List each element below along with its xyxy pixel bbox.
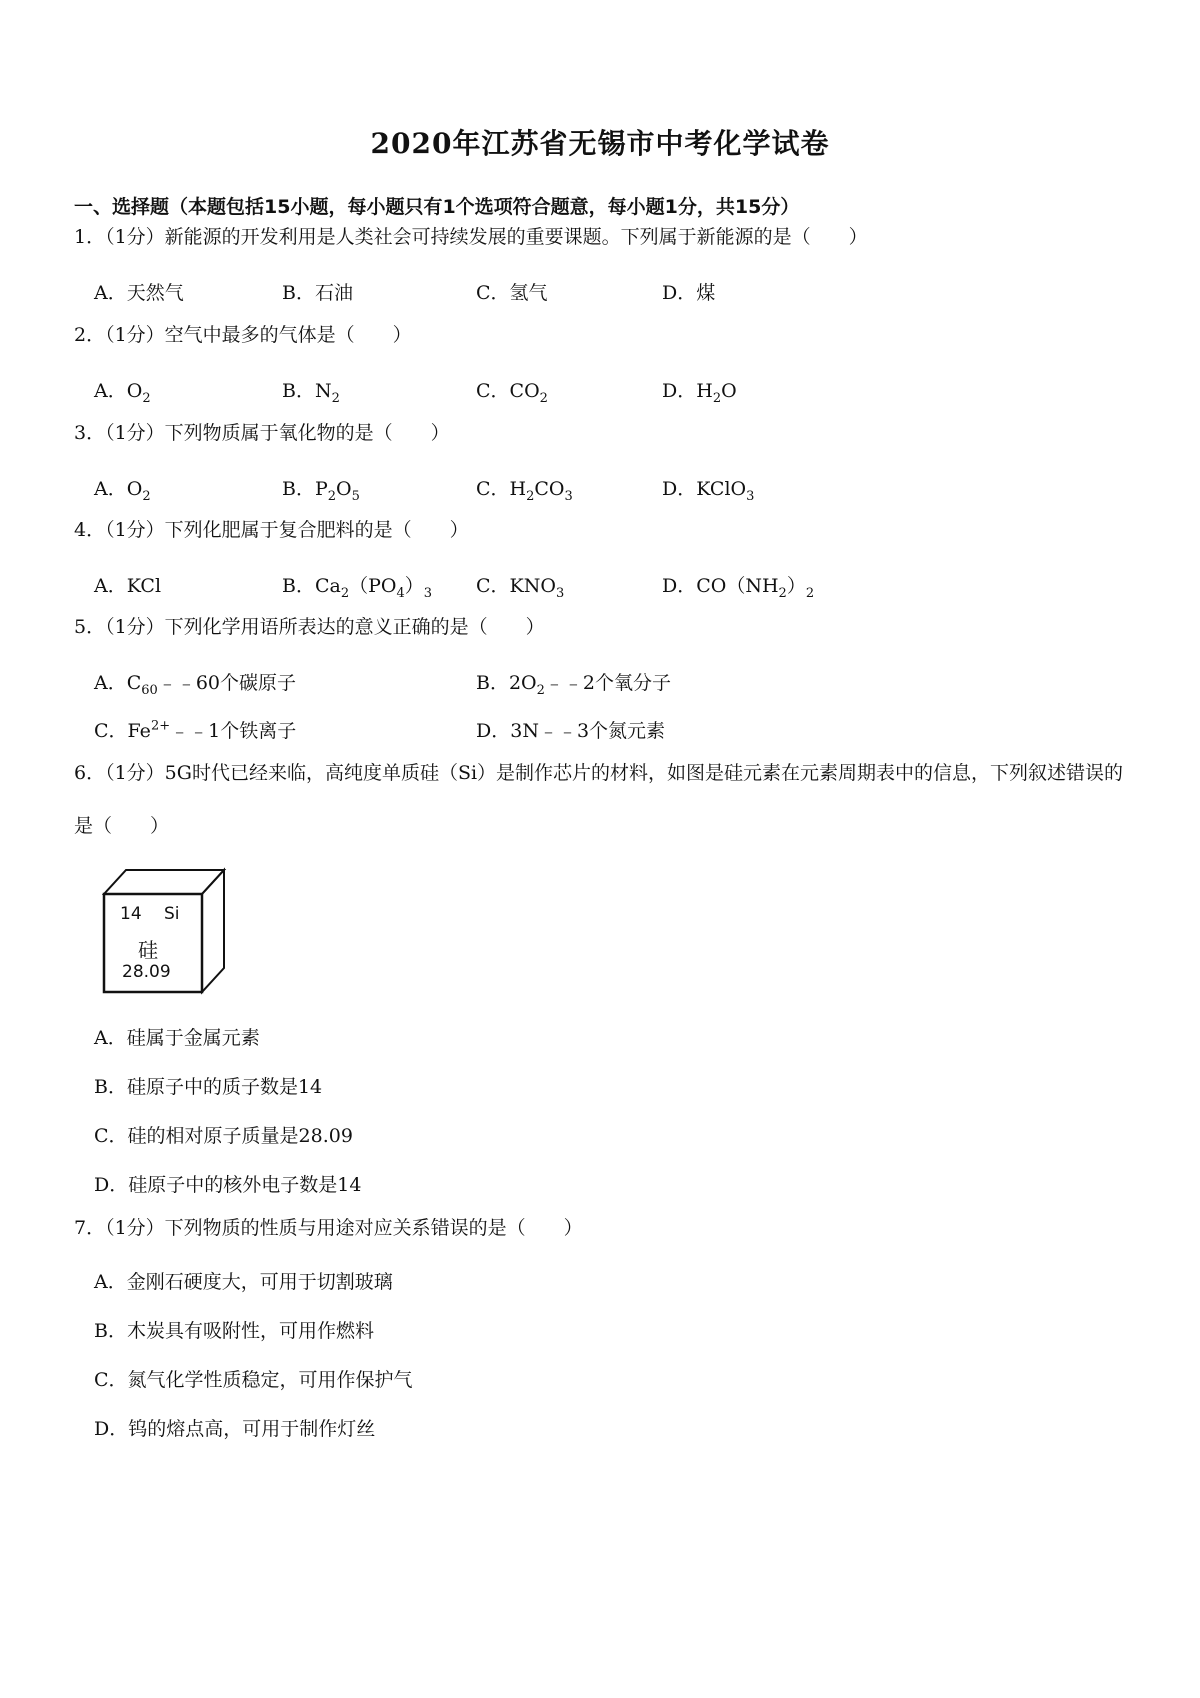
q6-option-b: B．硅原子中的质子数是14 xyxy=(94,1076,323,1098)
q7-option-c: C．氮气化学性质稳定，可用作保护气 xyxy=(94,1369,413,1391)
q7-option-a: A．金刚石硬度大，可用于切割玻璃 xyxy=(94,1271,393,1293)
question-4-stem: 4．（1分）下列化肥属于复合肥料的是（ ） xyxy=(74,519,469,541)
question-2-stem: 2．（1分）空气中最多的气体是（ ） xyxy=(74,324,412,346)
q5-option-a: A．$C_{60}﹣﹣60$个碳原子 xyxy=(94,672,296,698)
question-3-stem: 3．（1分）下列物质属于氧化物的是（ ） xyxy=(74,422,450,444)
q1-option-b: B．石油 xyxy=(282,282,353,304)
q2-option-b: B．$N_2$ xyxy=(282,380,340,406)
q6-option-d: D．硅原子中的核外电子数是14 xyxy=(94,1174,362,1196)
atomic-mass: 28.09 xyxy=(122,962,171,982)
question-5-stem: 5．（1分）下列化学用语所表达的意义正确的是（ ） xyxy=(74,616,545,638)
q7-option-d: D．钨的熔点高，可用于制作灯丝 xyxy=(94,1418,376,1440)
q4-option-a: A．KCl xyxy=(94,575,162,597)
q1-option-d: D．煤 xyxy=(662,282,716,304)
q6-option-a: A．硅属于金属元素 xyxy=(94,1027,260,1049)
q3-option-b: B．$P_2O_5$ xyxy=(282,478,360,504)
question-6-stem: 6．（1分）5G时代已经来临，高纯度单质硅（Si）是制作芯片的材料，如图是硅元素在元素周期表中的信息，下列叙述错误的是（ ） xyxy=(74,762,1124,837)
q3-option-c: C．$H_2CO_3$ xyxy=(476,478,573,504)
q7-option-b: B．木炭具有吸附性，可用作燃料 xyxy=(94,1320,374,1342)
q1-option-c: C．氢气 xyxy=(476,282,548,304)
q5-option-d: D．3N﹣﹣3个氮元素 xyxy=(476,720,666,742)
q5-option-c: C．$Fe^{2+}﹣﹣1$个铁离子 xyxy=(94,718,297,742)
q2-option-a: A．$O_2$ xyxy=(94,380,151,406)
q2-option-c: C．$CO_2$ xyxy=(476,380,548,406)
q6-option-c: C．硅的相对原子质量是28.09 xyxy=(94,1125,353,1147)
question-1-stem: 1．（1分）新能源的开发利用是人类社会可持续发展的重要课题。下列属于新能源的是（ ） xyxy=(74,226,868,248)
atomic-number: 14 xyxy=(120,904,142,924)
element-name: 硅 xyxy=(138,938,158,962)
question-7-stem: 7．（1分）下列物质的性质与用途对应关系错误的是（ ） xyxy=(74,1217,583,1239)
page-title: 2020年江苏省无锡市中考化学试卷 xyxy=(370,127,830,160)
q4-option-c: C．$KNO_3$ xyxy=(476,575,565,601)
q4-option-b: B．$Ca_2(PO_4)_3$ xyxy=(282,575,433,601)
q4-option-d: D．$CO(NH_2)_2$ xyxy=(662,575,815,601)
q5-option-b: B．$2O_2﹣﹣2$个氧分子 xyxy=(476,672,672,698)
q3-option-d: D．KClO$_3$ xyxy=(662,478,755,504)
silicon-element-card xyxy=(102,866,244,996)
section-heading: 一、选择题（本题包括15小题，每小题只有1个选项符合题意，每小题1分，共15分） xyxy=(74,196,800,218)
q1-option-a: A．天然气 xyxy=(94,282,184,304)
element-symbol: Si xyxy=(164,904,180,924)
q3-option-a: A．$O_2$ xyxy=(94,478,151,504)
q2-option-d: D．$H_2O$ xyxy=(662,380,737,406)
